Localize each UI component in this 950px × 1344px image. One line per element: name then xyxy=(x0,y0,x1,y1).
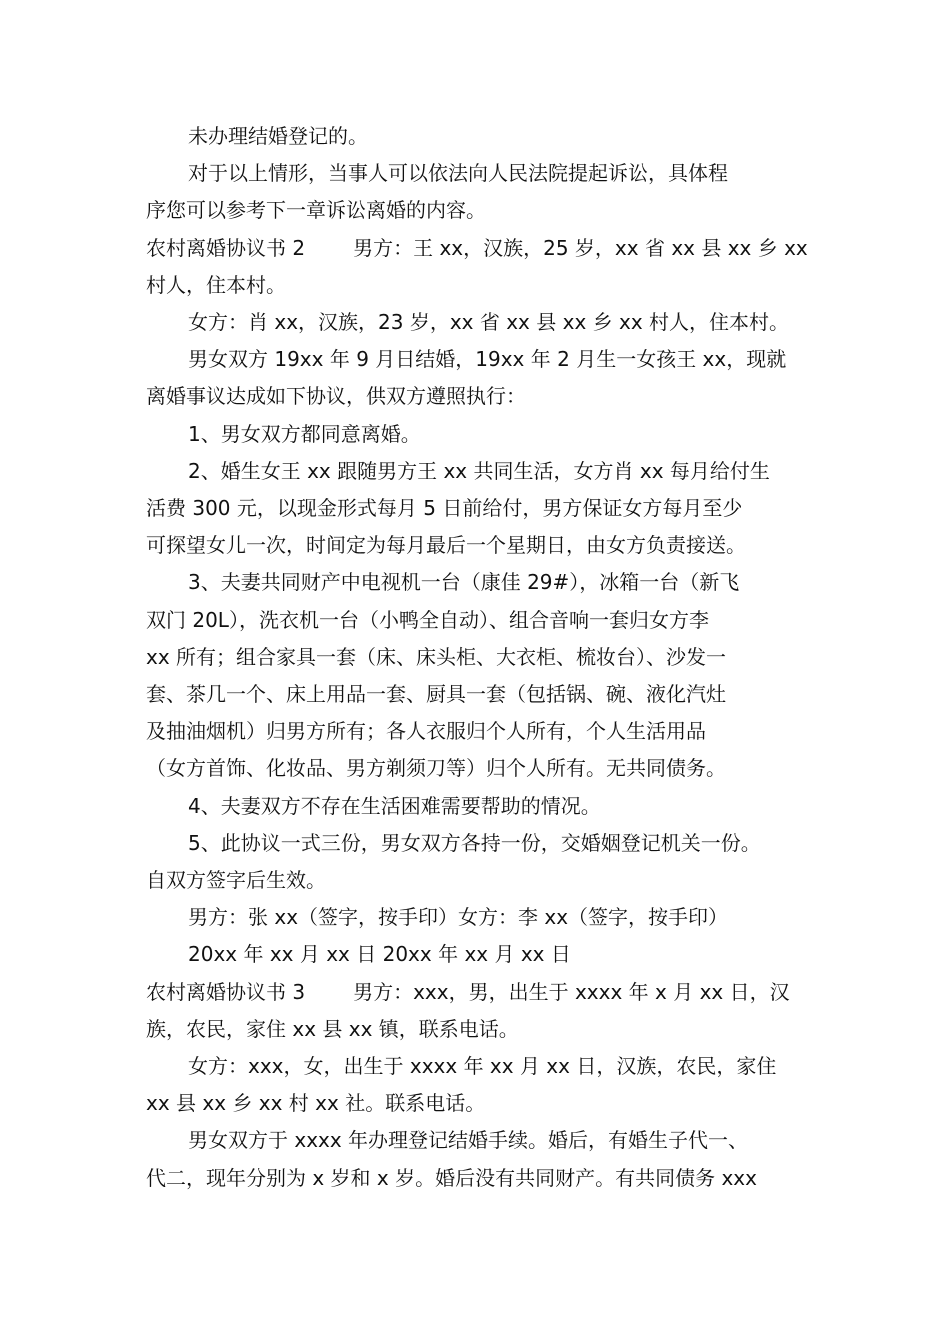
paragraph-line: 女方：肖 xx，汉族，23 岁，xx 省 xx 县 xx 乡 xx 村人，住本村。 xyxy=(188,310,790,335)
heading-title: 农村离婚协议书 2 xyxy=(146,235,306,260)
paragraph-line: 2、婚生女王 xx 跟随男方王 xx 共同生活，女方肖 xx 每月给付生 xyxy=(188,458,770,483)
paragraph-line: 离婚事议达成如下协议，供双方遵照执行： xyxy=(146,384,526,409)
paragraph-line: 自双方签字后生效。 xyxy=(146,868,326,893)
paragraph-line: 对于以上情形，当事人可以依法向人民法院提起诉讼，具体程 xyxy=(188,161,728,186)
signature-line: 男方：张 xx（签字，按手印）女方：李 xx（签字，按手印） xyxy=(188,905,729,930)
paragraph-line: 双门 20L），洗衣机一台（小鸭全自动）、组合音响一套归女方李 xyxy=(146,607,709,632)
heading-text: 男方：xxx，男，出生于 xxxx 年 x 月 xx 日，汉 xyxy=(353,979,790,1004)
paragraph-line: 男女双方 19xx 年 9 月日结婚，19xx 年 2 月生一女孩王 xx，现就 xyxy=(188,347,787,372)
paragraph-line: 女方：xxx，女，出生于 xxxx 年 xx 月 xx 日，汉族，农民，家住 xyxy=(188,1054,777,1079)
agreement-heading-2 xyxy=(146,230,816,267)
paragraph-line: 可探望女儿一次，时间定为每月最后一个星期日，由女方负责接送。 xyxy=(146,533,746,558)
paragraph-line: 未办理结婚登记的。 xyxy=(188,124,368,148)
paragraph-line: 男女双方于 xxxx 年办理登记结婚手续。婚后，有婚生子代一、 xyxy=(188,1128,749,1153)
paragraph-line: 村人，住本村。 xyxy=(146,272,286,297)
agreement-heading-3 xyxy=(146,974,816,1011)
paragraph-line: 活费 300 元，以现金形式每月 5 日前给付，男方保证女方每月至少 xyxy=(146,496,743,521)
paragraph-line: 代二，现年分别为 x 岁和 x 岁。婚后没有共同财产。有共同债务 xxx xyxy=(146,1165,757,1190)
heading-text: 男方：王 xx，汉族，25 岁，xx 省 xx 县 xx 乡 xx xyxy=(353,235,808,260)
paragraph-line: 序您可以参考下一章诉讼离婚的内容。 xyxy=(146,198,486,223)
paragraph-line: xx 县 xx 乡 xx 村 xx 社。联系电话。 xyxy=(146,1091,486,1116)
heading-title: 农村离婚协议书 3 xyxy=(146,979,306,1004)
document-body xyxy=(146,118,816,1197)
paragraph-line: xx 所有；组合家具一套（床、床头柜、大衣柜、梳妆台）、沙发一 xyxy=(146,644,727,669)
paragraph-line: 族，农民，家住 xx 县 xx 镇，联系电话。 xyxy=(146,1016,519,1041)
paragraph-line: 5、此协议一式三份，男女双方各持一份，交婚姻登记机关一份。 xyxy=(188,830,761,855)
paragraph-line: 1、男女双方都同意离婚。 xyxy=(188,421,421,446)
date-line: 20xx 年 xx 月 xx 日 20xx 年 xx 月 xx 日 xyxy=(188,942,571,967)
paragraph-line: 4、夫妻双方不存在生活困难需要帮助的情况。 xyxy=(188,793,601,818)
paragraph-line: 套、茶几一个、床上用品一套、厨具一套（包括锅、碗、液化汽灶 xyxy=(146,682,726,707)
paragraph-line: 及抽油烟机）归男方所有；各人衣服归个人所有，个人生活用品 xyxy=(146,719,706,744)
paragraph-line: （女方首饰、化妆品、男方剃须刀等）归个人所有。无共同债务。 xyxy=(146,756,726,781)
paragraph-line: 3、夫妻共同财产中电视机一台（康佳 29#），冰箱一台（新飞 xyxy=(188,570,740,595)
